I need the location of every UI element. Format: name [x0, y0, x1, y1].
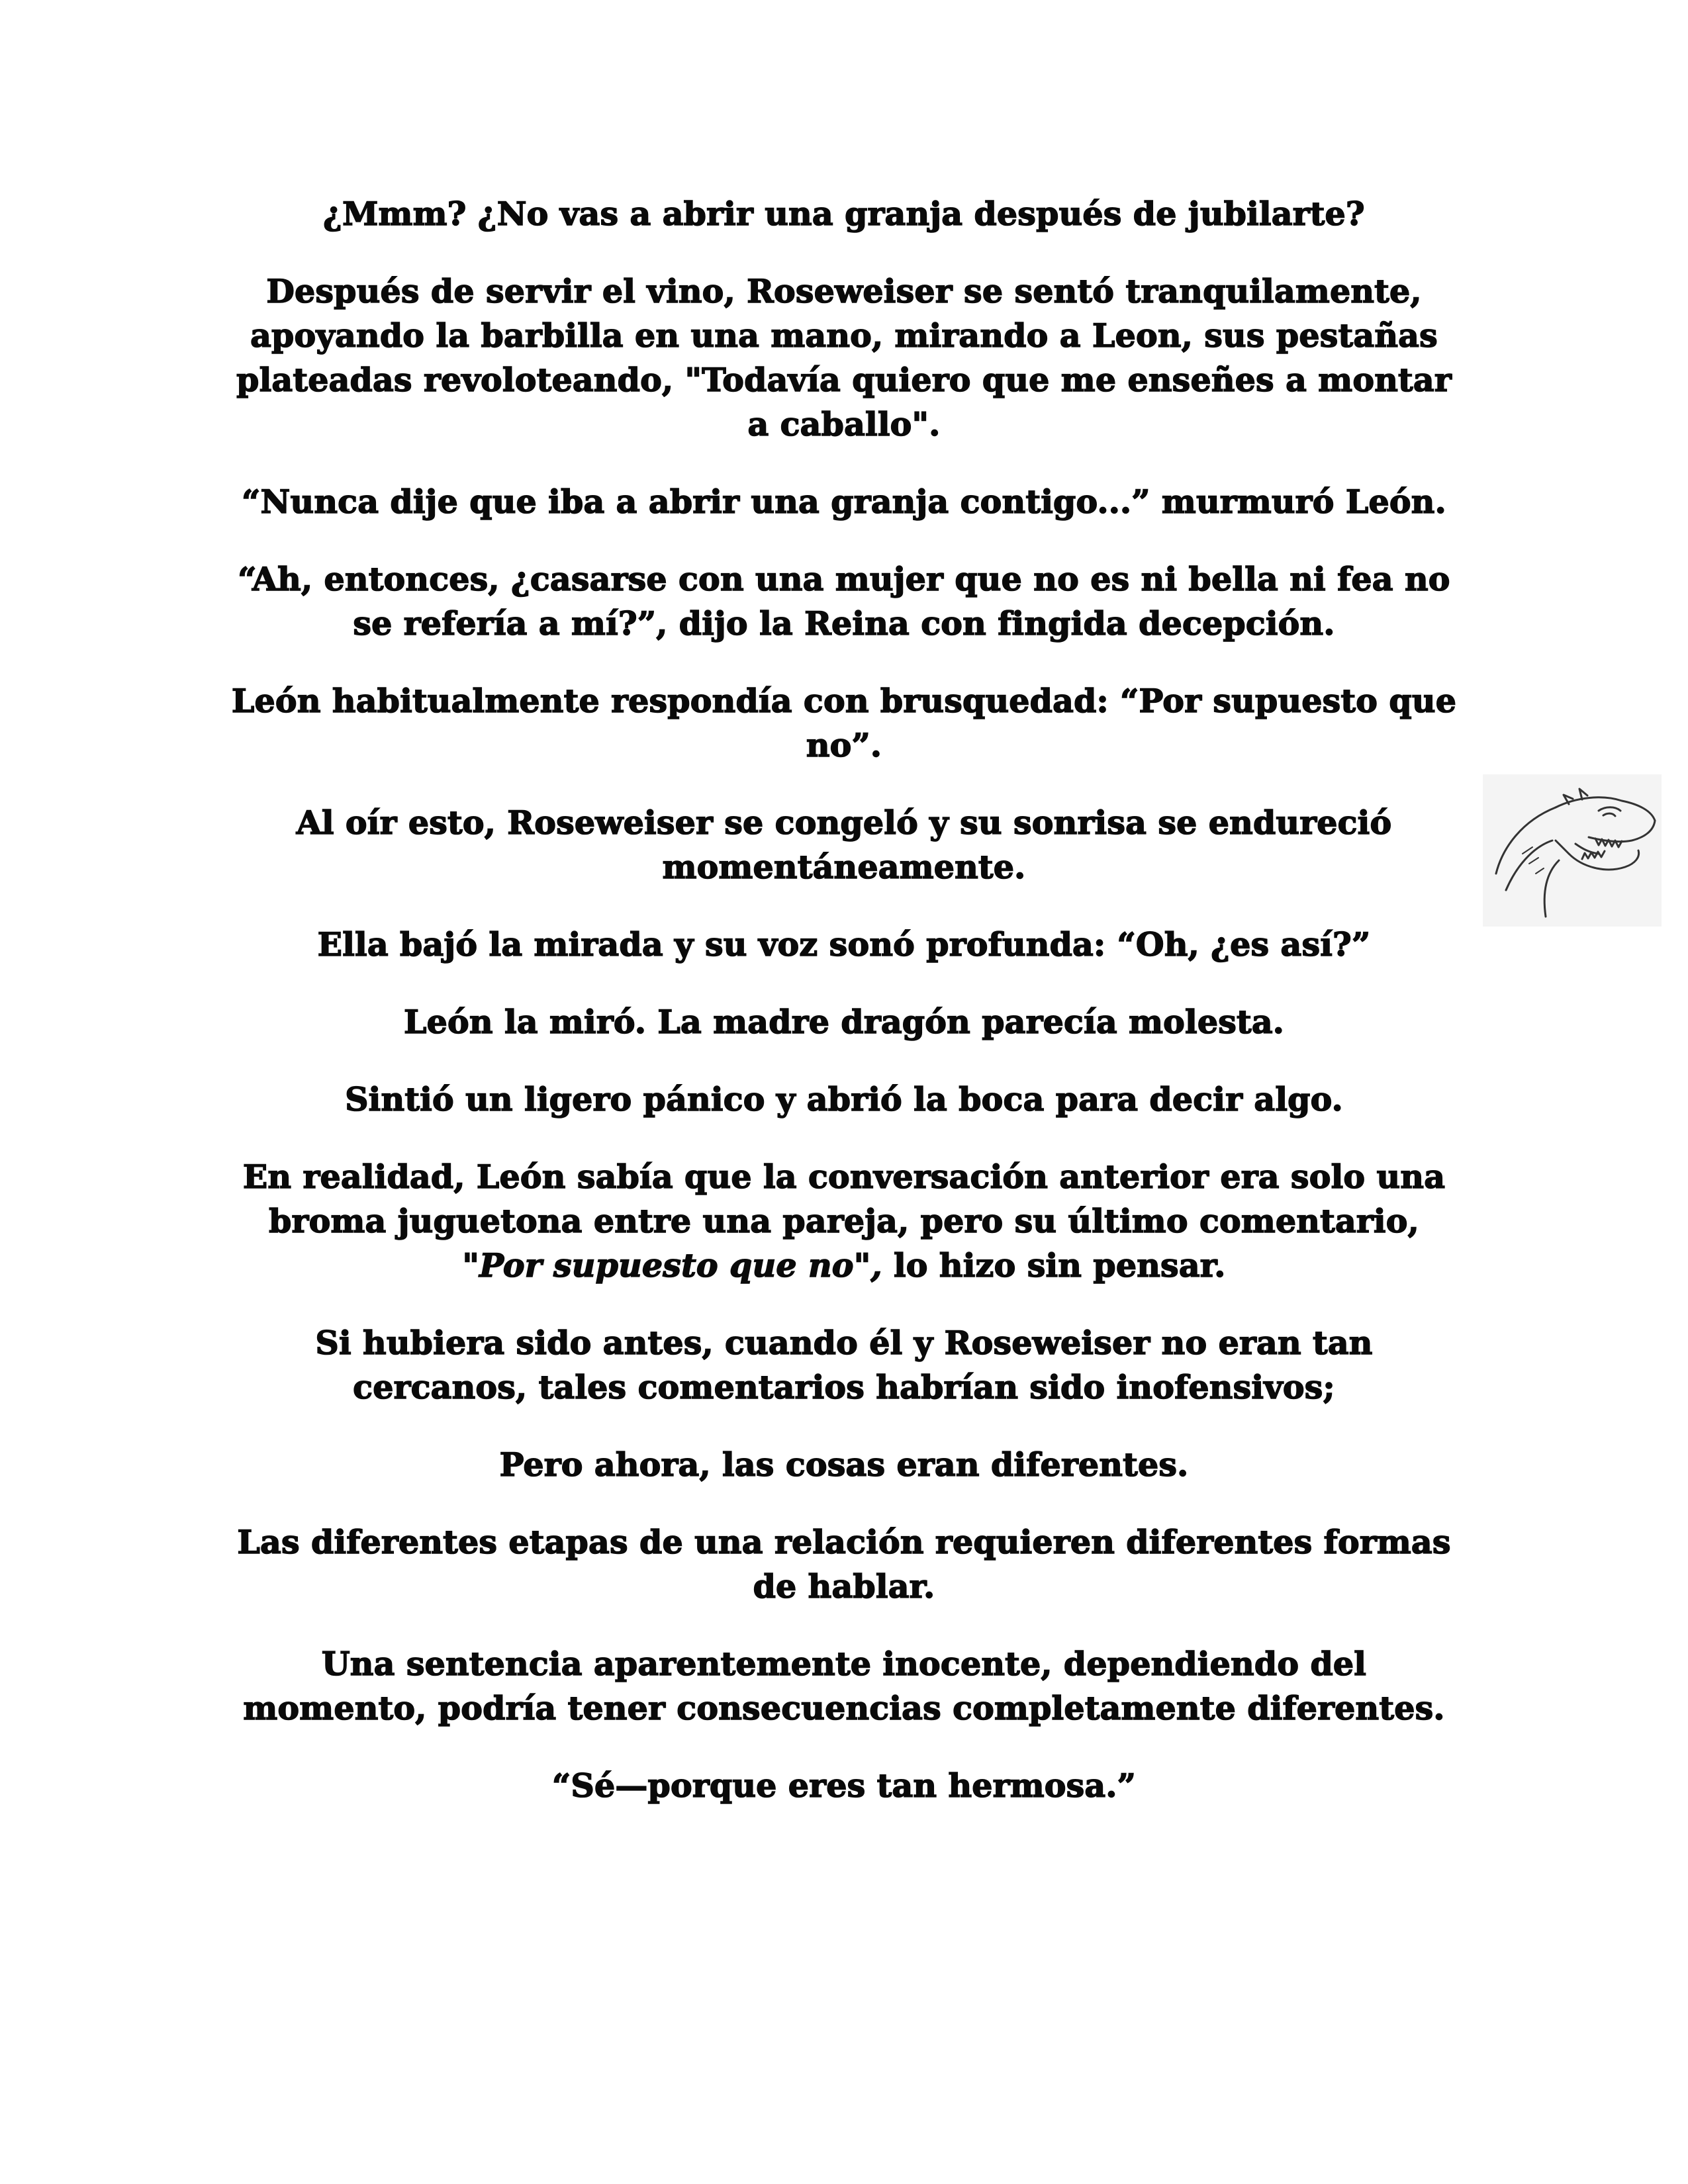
paragraph-14: Una sentencia aparentemente inocente, dependiendo del momento, podría tener consecuencias completamente diferentes.	[243, 1645, 1445, 1727]
paragraph-10-end: lo hizo sin pensar.	[882, 1246, 1226, 1285]
paragraph-1: ¿Mmm? ¿No vas a abrir una granja después de jubilarte?	[323, 195, 1365, 233]
paragraph-10-start: En realidad, León sabía que la conversación anterior era solo una broma juguetona entre una pareja, pero su último comentario,	[242, 1158, 1446, 1240]
paragraph-6: Al oír esto, Roseweiser se congeló y su sonrisa se endureció momentáneamente.	[296, 803, 1392, 886]
paragraph-10	[225, 1155, 1463, 1288]
paragraph-5: León habitualmente respondía con brusquedad: “Por supuesto que no”.	[231, 682, 1457, 764]
paragraph-7: Ella bajó la mirada y su voz sonó profunda: “Oh, ¿es así?”	[317, 925, 1371, 964]
paragraph-3: “Nunca dije que iba a abrir una granja contigo...” murmuró León.	[242, 482, 1446, 521]
paragraph-11: Si hubiera sido antes, cuando él y Roseweiser no eran tan cercanos, tales comentarios habrían sido inofensivos;	[315, 1324, 1373, 1406]
paragraph-9: Sintió un ligero pánico y abrió la boca para decir algo.	[345, 1080, 1343, 1118]
paragraph-4: “Ah, entonces, ¿casarse con una mujer que no es ni bella ni fea no se refería a mí?”, dijo la Reina con fingida decepción.	[238, 560, 1450, 643]
paragraph-10-italic-quote: "Por supuesto que no",	[462, 1246, 882, 1285]
paragraph-15: “Sé—porque eres tan hermosa.”	[551, 1766, 1137, 1805]
dinosaur-head-sketch-icon	[1483, 774, 1662, 927]
document-body	[225, 192, 1463, 1808]
paragraph-13: Las diferentes etapas de una relación requieren diferentes formas de hablar.	[237, 1523, 1451, 1606]
paragraph-12: Pero ahora, las cosas eran diferentes.	[499, 1445, 1189, 1484]
paragraph-8: León la miró. La madre dragón parecía molesta.	[403, 1003, 1285, 1041]
paragraph-2: Después de servir el vino, Roseweiser se sentó tranquilamente, apoyando la barbilla en una mano, mirando a Leon, sus pestañas plateadas revoloteando, "Todavía quiero que me enseñes a montar a caballo".	[236, 272, 1452, 443]
